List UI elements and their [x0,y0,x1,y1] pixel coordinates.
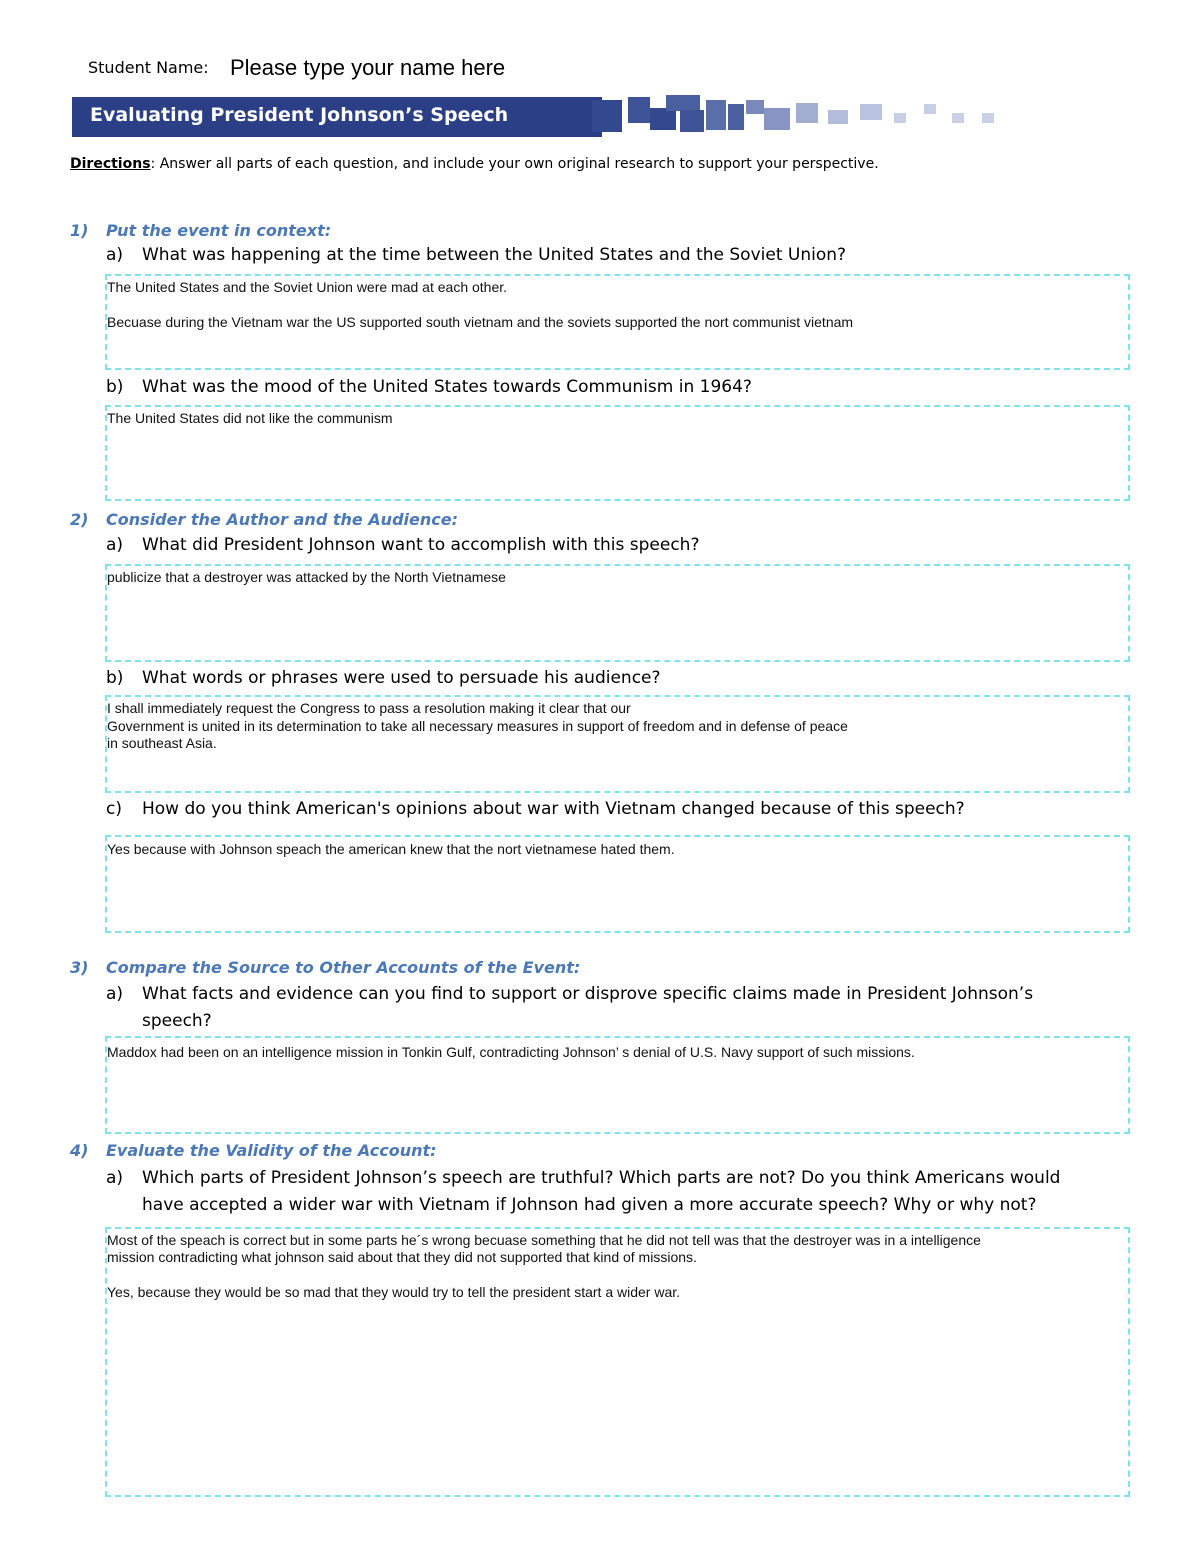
pattern-square [548,97,588,135]
question-text: have accepted a wider war with Vietnam if Johnson had given a more accurate speech? Why or why not? [142,1195,1037,1215]
section-heading [70,958,580,977]
question-text: What was happening at the time between the United States and the Soviet Union? [142,245,847,265]
pattern-square [680,110,704,132]
question [106,799,965,819]
section-title: Put the event in context: [106,221,332,240]
answer-text: I shall immediately request the Congress to pass a resolution making it clear that our [107,700,631,716]
pattern-square [650,108,676,130]
answer-text: Most of the speach is correct but in some parts he´s wrong becuase something that he did not tell was that the destroyer was in a intelligence [107,1232,981,1248]
student-name-field[interactable]: Please type your name here [230,55,506,80]
answer-box[interactable] [105,1227,1130,1497]
directions [70,156,879,172]
section-heading [70,1141,437,1160]
question-text: Which parts of President Johnson’s speech are truthful? Which parts are not? Do you think Americans would [142,1168,1061,1188]
pattern-square [924,104,936,114]
question-letter: a) [106,984,124,1004]
pattern-square [860,104,882,120]
question-text: What did President Johnson want to accomplish with this speech? [142,535,700,555]
section-number: 1) [70,221,89,240]
answer-text: publicize that a destroyer was attacked by the North Vietnamese [107,569,506,585]
page-title: Evaluating President Johnson’s Speech [90,104,509,126]
question-letter: c) [106,799,122,819]
section-title: Evaluate the Validity of the Account: [106,1141,437,1160]
pattern-square [666,95,700,111]
section-title: Compare the Source to Other Accounts of the Event: [106,958,581,977]
question-letter: b) [106,668,124,688]
directions-text: : Answer all parts of each question, and include your own original research to support your perspective. [150,156,879,172]
answer-text: Yes because with Johnson speach the american knew that the nort vietnamese hated them. [107,841,675,857]
pattern-square [728,104,744,130]
pattern-square [592,100,622,132]
question [106,377,752,397]
pattern-square [764,108,790,130]
pattern-square [746,100,764,114]
answer-text: The United States did not like the communism [107,410,393,426]
answer-box[interactable] [105,274,1130,370]
answer-text: mission contradicting what johnson said about that they did not supported that kind of missions. [107,1249,697,1265]
question-letter: a) [106,535,124,555]
answer-text: in southeast Asia. [107,735,217,751]
question-letter: a) [106,245,124,265]
section-heading [70,510,458,529]
question-text: What was the mood of the United States towards Communism in 1964? [142,377,752,397]
answer-box[interactable] [105,405,1130,501]
pattern-square [828,110,848,124]
answer-text: The United States and the Soviet Union were mad at each other. [107,279,508,295]
pattern-square [706,100,726,130]
answer-text: Maddox had been on an intelligence mission in Tonkin Gulf, contradicting Johnson’ s denial of U.S. Navy support of such missions. [107,1044,915,1060]
pattern-square [894,113,906,123]
question-letter: a) [106,1168,124,1188]
question [106,1165,1102,1219]
section-number: 4) [70,1141,89,1160]
question-letter: b) [106,377,124,397]
question-text: What facts and evidence can you find to support or disprove specific claims made in President Johnson’s [142,984,1034,1004]
section-number: 3) [70,958,89,977]
question [106,668,661,688]
section-number: 2) [70,510,89,529]
section-title: Consider the Author and the Audience: [106,510,458,529]
question [106,245,846,265]
question-text: How do you think American's opinions about war with Vietnam changed because of this speech? [142,799,965,819]
answer-text: Yes, because they would be so mad that they would try to tell the president start a wider war. [107,1284,681,1300]
pattern-square [982,113,994,123]
student-name-label: Student Name: [88,58,209,77]
answer-text: Government is united in its determination to take all necessary measures in support of freedom and in defense of peace [107,718,848,734]
answer-box[interactable] [105,695,1130,793]
directions-label: Directions [70,156,151,172]
banner-pattern [0,0,1200,150]
answer-box[interactable] [105,835,1130,933]
answer-box[interactable] [105,1036,1130,1134]
question-text: What words or phrases were used to persuade his audience? [142,668,661,688]
pattern-square [796,103,818,123]
answer-text: Becuase during the Vietnam war the US supported south vietnam and the soviets supported the nort communist vietnam [107,314,854,330]
question [106,535,699,555]
pattern-square [628,97,650,123]
question [106,981,1102,1035]
pattern-square [952,113,964,123]
question-text: speech? [142,1011,212,1031]
answer-box[interactable] [105,564,1130,662]
section-heading [70,221,331,240]
